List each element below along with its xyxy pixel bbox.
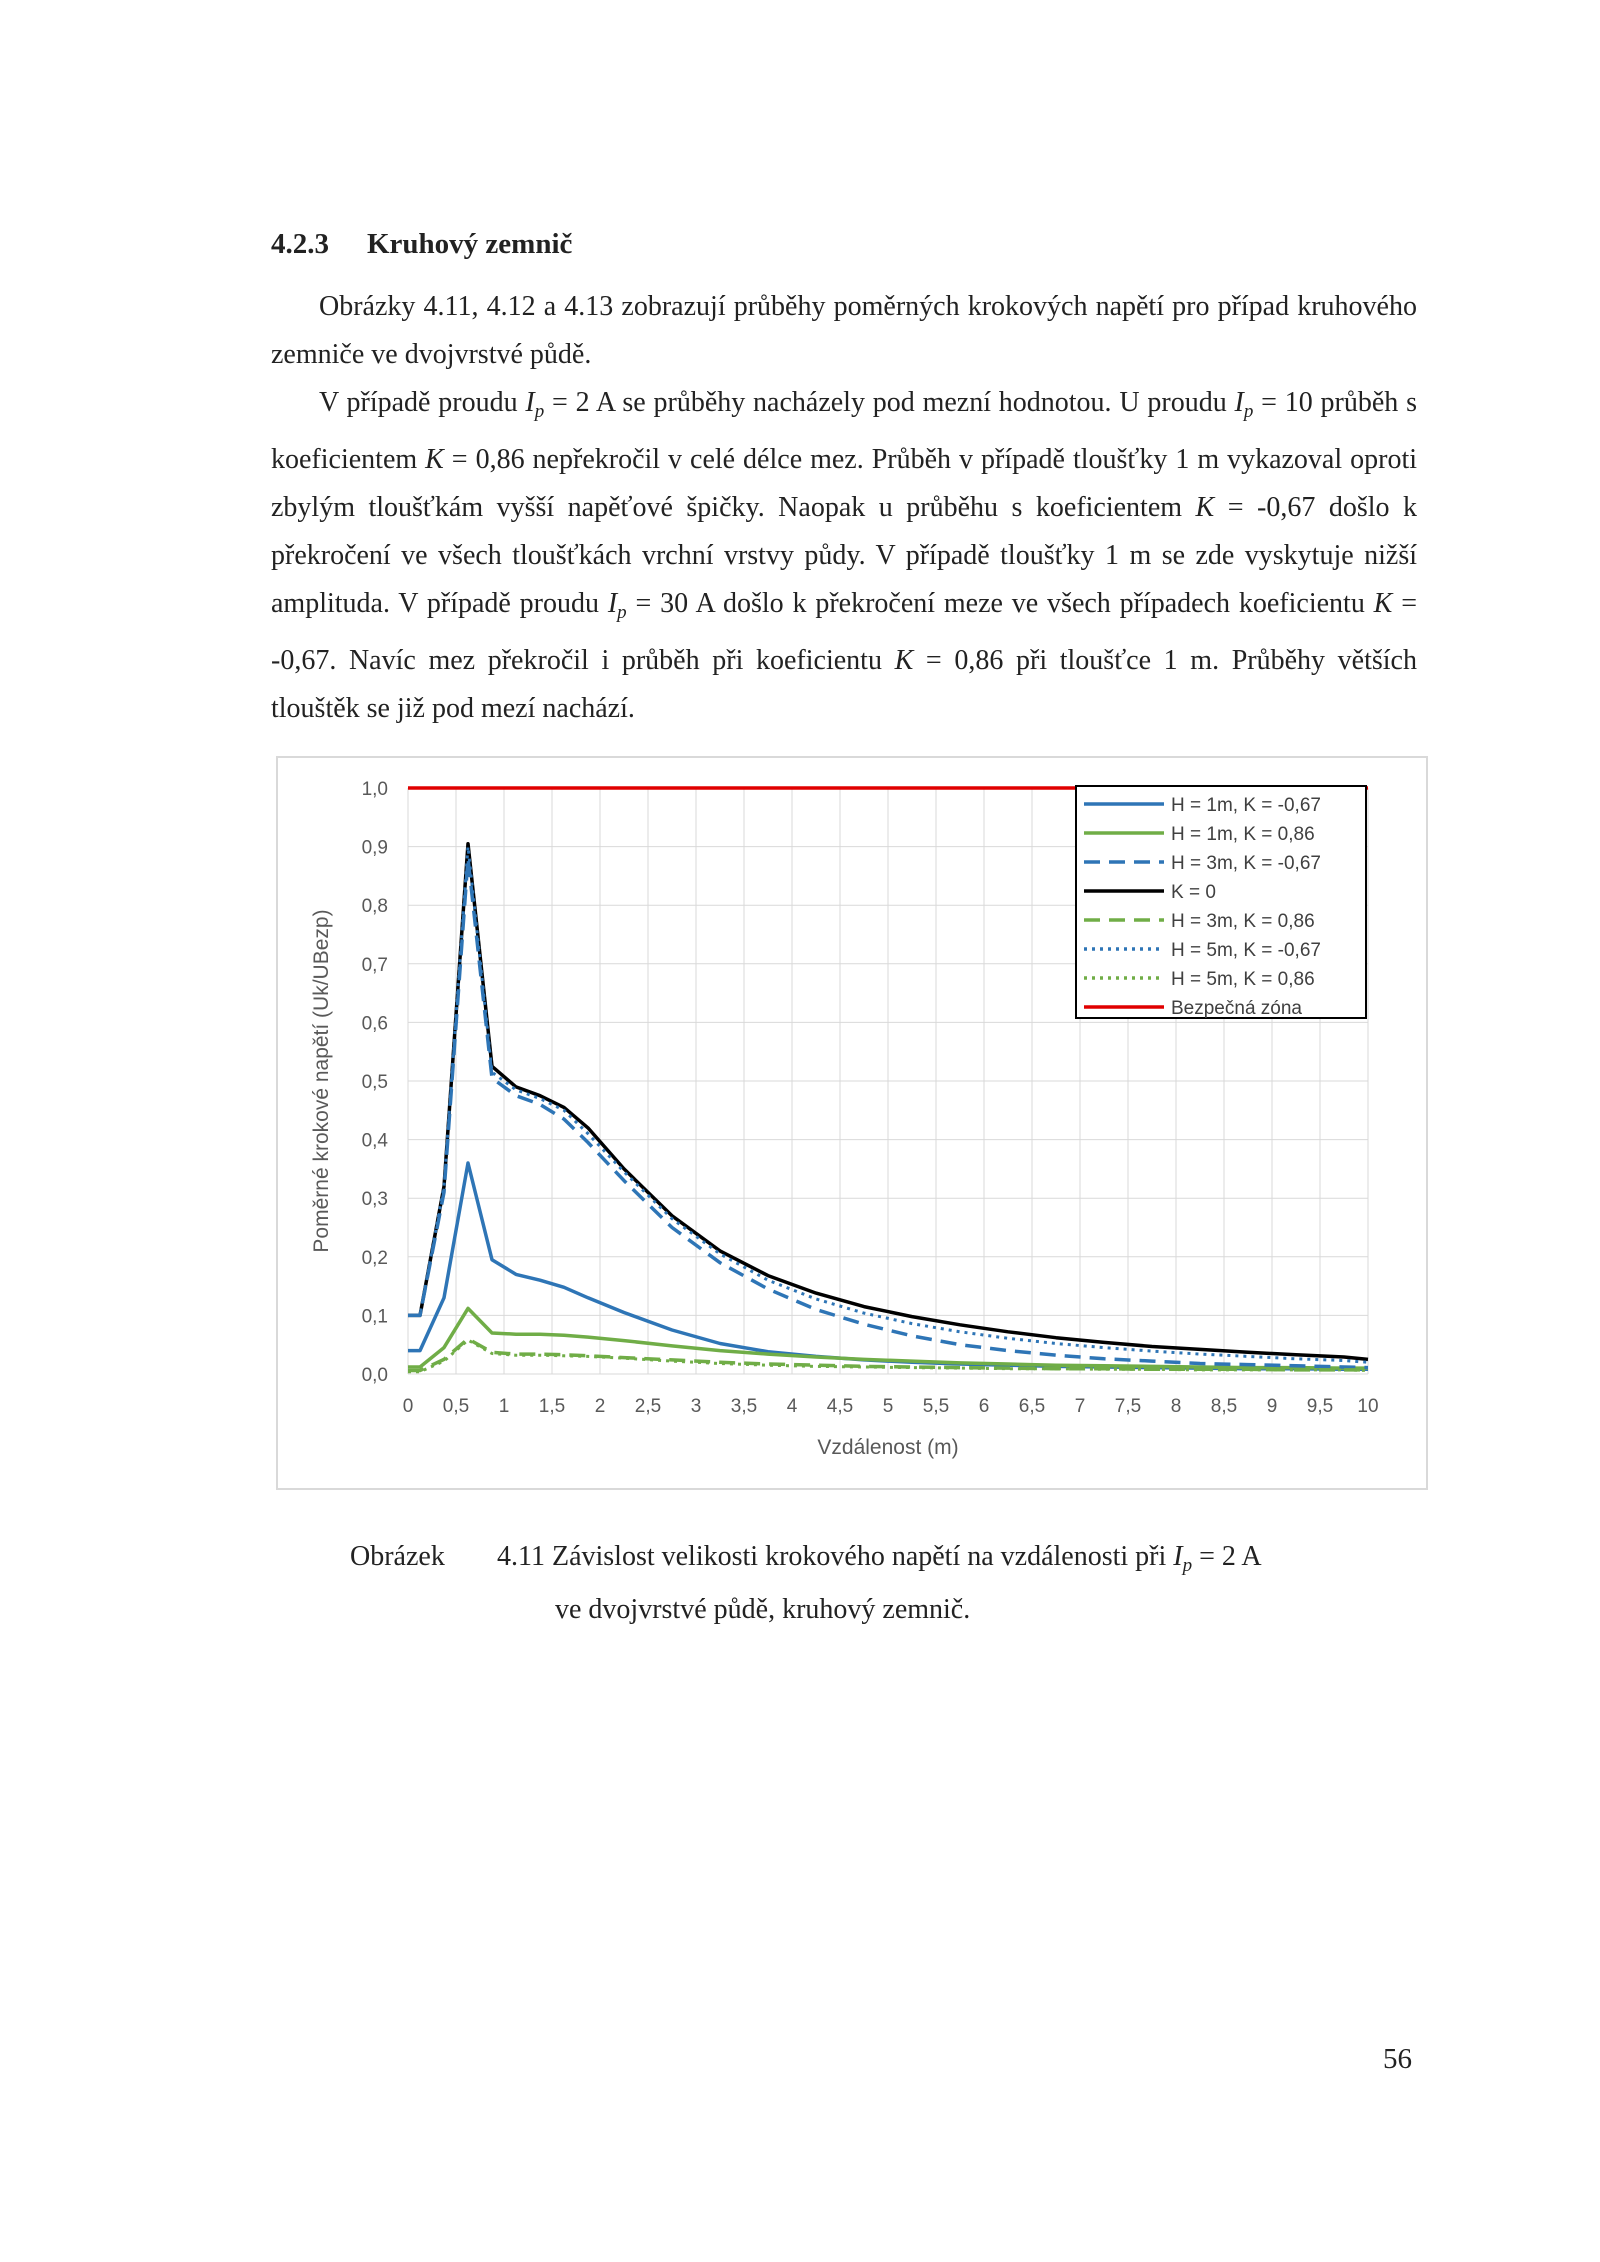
x-tick-label: 2 <box>594 1396 606 1417</box>
x-tick-label: 10 <box>1357 1396 1379 1417</box>
chart-frame <box>276 756 1428 1490</box>
x-tick-label: 3,5 <box>730 1396 758 1417</box>
x-tick-label: 5,5 <box>922 1396 950 1417</box>
symbol-k: K <box>425 444 444 475</box>
caption-text-a: Závislost velikosti krokového napětí na vzdálenosti při <box>551 1541 1174 1572</box>
section-title: Kruhový zemnič <box>367 228 573 260</box>
paragraph-1-text: Obrázky 4.11, 4.12 a 4.13 zobrazují průběhy poměrných krokových napětí pro případ kruhového zemniče ve dvojvrstvé půdě. <box>271 291 1417 370</box>
y-tick-label: 0,8 <box>361 896 388 918</box>
y-tick-label: 0,1 <box>361 1306 388 1328</box>
y-axis-label: Poměrné krokové napětí (Uk/UBezp) <box>310 909 333 1253</box>
x-tick-label: 8 <box>1170 1396 1182 1417</box>
x-tick-label: 9 <box>1266 1396 1278 1417</box>
x-tick-label: 4 <box>786 1396 798 1417</box>
paragraph-2 <box>271 379 1417 733</box>
line-chart <box>278 758 1426 1488</box>
symbol-ip: $I_p$ <box>525 387 545 422</box>
x-tick-label: 8,5 <box>1210 1396 1238 1417</box>
y-tick-label: 0,7 <box>361 954 388 976</box>
y-tick-label: 0,2 <box>361 1247 388 1269</box>
y-tick-label: 0,9 <box>361 837 388 859</box>
p2-text-f: = 30 A došlo k překročení meze ve všech případech koeficientu <box>626 588 1374 619</box>
section-heading <box>271 228 572 261</box>
x-tick-label: 1,5 <box>538 1396 566 1417</box>
y-tick-label: 0,3 <box>361 1189 388 1211</box>
p2-text-g: = -0,67. Navíc mez překročil i průběh při koeficientu <box>271 588 1417 676</box>
p2-text-h: = 0,86 při tloušťce 1 m. Průběhy větších tlouštěk se již pod mezí nachází. <box>271 645 1417 724</box>
p2-text-b: = 2 A se průběhy nacházely pod mezní hodnotou. U proudu <box>544 387 1235 418</box>
legend-entry: H = 5m, K = 0,86 <box>1171 969 1315 990</box>
y-tick-label: 0,0 <box>361 1365 388 1386</box>
legend-entry: H = 3m, K = -0,67 <box>1171 853 1321 874</box>
caption-label: Obrázek <box>350 1541 445 1572</box>
figure-caption <box>350 1535 1410 1632</box>
legend-entry: H = 3m, K = 0,86 <box>1171 911 1315 932</box>
x-tick-label: 0,5 <box>442 1396 470 1417</box>
x-tick-label: 7,5 <box>1114 1396 1142 1417</box>
y-tick-label: 0,5 <box>361 1072 388 1093</box>
page-number: 56 <box>1383 2043 1412 2075</box>
caption-number: 4.11 <box>497 1541 545 1572</box>
symbol-k: K <box>894 645 914 676</box>
legend-entry: K = 0 <box>1171 882 1216 903</box>
section-number: 4.2.3 <box>271 228 329 260</box>
p2-text-a: V případě proudu <box>319 387 526 418</box>
symbol-k: K <box>1195 492 1215 523</box>
legend-entry: Bezpečná zóna <box>1171 998 1302 1019</box>
y-tick-label: 0,4 <box>361 1130 388 1152</box>
legend-entry: H = 1m, K = 0,86 <box>1171 824 1315 845</box>
x-tick-label: 3 <box>690 1396 702 1417</box>
x-tick-label: 5 <box>882 1396 894 1417</box>
x-tick-label: 7 <box>1074 1396 1086 1417</box>
symbol-ip: $I_p$ <box>1173 1541 1193 1576</box>
caption-text-b: = 2 A <box>1192 1541 1262 1572</box>
y-tick-label: 1,0 <box>361 779 388 800</box>
caption-line-2: ve dvojvrstvé půdě, kruhový zemnič. <box>555 1594 971 1625</box>
paragraph-1 <box>271 283 1417 379</box>
legend-entry: H = 1m, K = -0,67 <box>1171 795 1321 816</box>
p2-text-c: = 10 průběh s koeficientem <box>271 387 1417 475</box>
legend-entry: H = 5m, K = -0,67 <box>1171 940 1321 961</box>
x-tick-label: 6,5 <box>1018 1396 1046 1417</box>
x-tick-label: 4,5 <box>826 1396 854 1417</box>
symbol-ip: $I_p$ <box>1234 387 1254 422</box>
x-tick-label: 2,5 <box>634 1396 662 1417</box>
symbol-ip: $I_p$ <box>607 588 627 623</box>
x-axis-label: Vzdálenost (m) <box>817 1436 959 1459</box>
p2-text-d: = 0,86 nepřekročil v celé délce mez. Průběh v případě tloušťky 1 m vykazoval oproti zbylým tloušťkám vyšší napěťové špičky. Naopak u průběhu s koeficientem <box>271 444 1418 523</box>
x-tick-label: 6 <box>978 1396 990 1417</box>
x-tick-label: 1 <box>498 1396 510 1417</box>
y-tick-label: 0,6 <box>361 1013 388 1035</box>
p2-text-e: = -0,67 došlo k překročení ve všech tloušťkách vrchní vrstvy půdy. V případě tloušťky 1 m se zde vyskytuje nižší amplituda. V případě proudu <box>271 492 1418 619</box>
x-tick-label: 0 <box>402 1396 414 1417</box>
x-tick-label: 9,5 <box>1306 1396 1334 1417</box>
symbol-k: K <box>1373 588 1393 619</box>
